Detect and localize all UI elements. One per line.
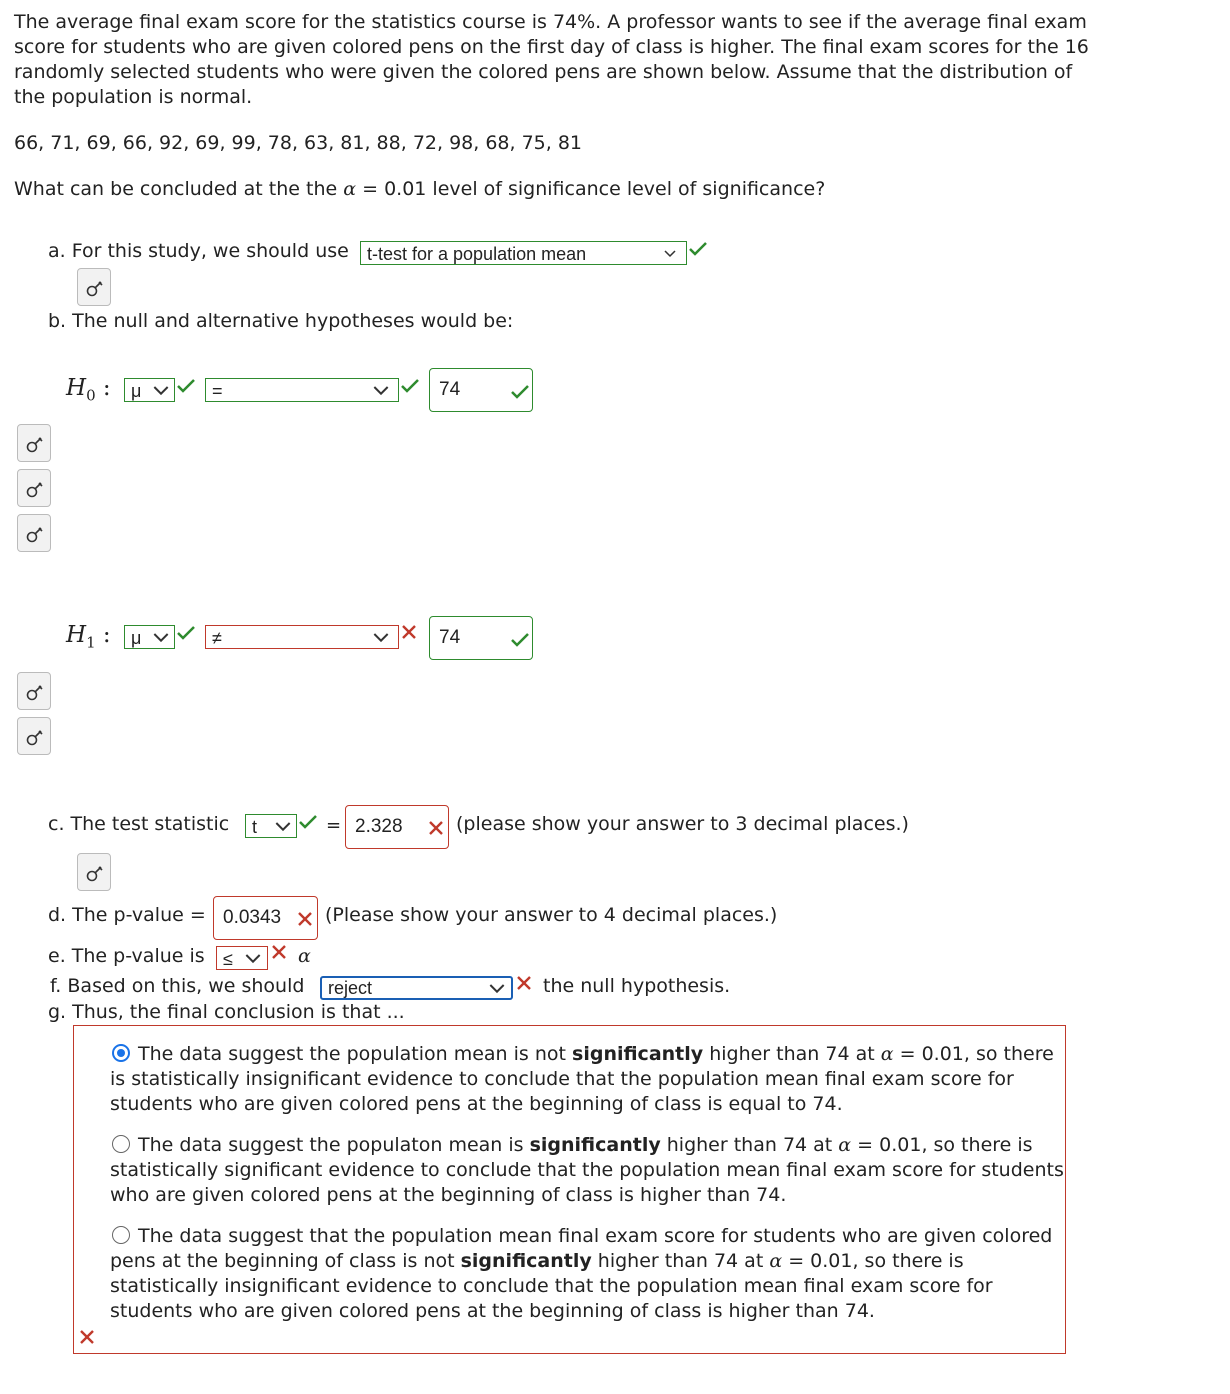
test-statistic-input[interactable]: 2.328	[345, 805, 449, 849]
p-value-input[interactable]: 0.0343	[213, 896, 318, 940]
p-value-comparison-select[interactable]: ≤	[216, 946, 268, 970]
correct-check-icon	[176, 624, 196, 642]
part-d-hint: (Please show your answer to 4 decimal places.)	[325, 904, 778, 926]
chevron-down-icon	[275, 819, 291, 835]
conclusion-option-3: The data suggest that the population mean final exam score for students who are given colored pens at the beginning of class is not significantly higher than 74 at α = 0.01, so there is statistically insignificant evidence to conclude that the population mean final exam score for students who are given colored pens at the beginning of class is higher than 74.	[110, 1225, 1053, 1322]
incorrect-x-icon	[401, 624, 417, 640]
part-e-label: e. The p-value is	[48, 945, 205, 967]
chevron-down-icon	[373, 383, 389, 399]
h0-parameter-select[interactable]: μ	[124, 378, 175, 402]
h1-label: $H_1$ :	[66, 622, 111, 652]
h1-parameter-select[interactable]: μ	[124, 625, 175, 649]
key-icon	[25, 727, 45, 747]
key-hint-button[interactable]	[17, 717, 51, 755]
chevron-down-icon	[664, 246, 676, 262]
incorrect-x-icon	[428, 820, 444, 836]
conclusion-option-2: The data suggest the populaton mean is significantly higher than 74 at α = 0.01, so there is statistically significant evidence to conclude that the population mean final exam score for students who are given colored pens at the beginning of class is higher than 74.	[110, 1134, 1064, 1206]
correct-check-icon	[688, 240, 708, 258]
incorrect-x-icon	[271, 944, 287, 960]
incorrect-x-icon	[297, 911, 313, 927]
h0-operator-select[interactable]: =	[205, 378, 399, 402]
data-values: 66, 71, 69, 66, 92, 69, 99, 78, 63, 81, 88, 72, 98, 68, 75, 81	[14, 132, 583, 154]
key-icon	[25, 682, 45, 702]
correct-check-icon	[510, 383, 530, 401]
decision-select[interactable]: reject	[320, 976, 513, 1000]
question-intro: The average final exam score for the statistics course is 74%. A professor wants to see if the average final exam score for students who are given colored pens on the first day of class is higher. The final exam scores for the 16 randomly selected students who were given the colored pens are shown below. Assume that the distribution of the population is normal.	[14, 11, 1089, 108]
key-hint-button[interactable]	[17, 469, 51, 507]
part-c-hint: (please show your answer to 3 decimal places.)	[456, 813, 909, 835]
chevron-down-icon	[373, 630, 389, 646]
correct-check-icon	[176, 377, 196, 395]
h1-operator-select[interactable]: ≠	[205, 625, 399, 649]
key-hint-button[interactable]	[17, 424, 51, 462]
key-hint-button[interactable]	[77, 268, 111, 306]
alpha-symbol: α	[298, 945, 311, 967]
h0-value-input[interactable]: 74	[429, 368, 533, 412]
key-hint-button[interactable]	[17, 672, 51, 710]
incorrect-x-icon	[516, 975, 532, 991]
incorrect-x-icon	[79, 1329, 95, 1345]
part-f-after: the null hypothesis.	[543, 975, 731, 997]
part-b-label: b. The null and alternative hypotheses would be:	[48, 310, 514, 332]
part-g-label: g. Thus, the final conclusion is that ...	[48, 1001, 405, 1023]
correct-check-icon	[510, 631, 530, 649]
correct-check-icon	[298, 813, 318, 831]
key-icon	[25, 434, 45, 454]
part-d-label: d. The p-value =	[48, 904, 206, 926]
key-icon	[25, 524, 45, 544]
equals-sign: =	[326, 815, 342, 836]
correct-check-icon	[400, 377, 420, 395]
chevron-down-icon	[153, 630, 169, 646]
key-hint-button[interactable]	[17, 514, 51, 552]
chevron-down-icon	[153, 383, 169, 399]
key-hint-button[interactable]	[77, 853, 111, 891]
test-statistic-select[interactable]: t	[245, 814, 297, 838]
key-icon	[85, 278, 105, 298]
part-f-label: f. Based on this, we should	[50, 975, 305, 997]
key-icon	[85, 863, 105, 883]
question-prompt: What can be concluded at the the α = 0.01 level of significance level of significance?	[14, 178, 826, 200]
part-c-label: c. The test statistic	[48, 813, 230, 835]
chevron-down-icon	[489, 981, 505, 997]
h1-value-input[interactable]: 74	[429, 616, 533, 660]
h0-label: $H_0$ :	[66, 375, 111, 405]
test-type-select[interactable]: t-test for a population mean	[360, 241, 687, 265]
chevron-down-icon	[245, 951, 261, 967]
key-icon	[25, 479, 45, 499]
part-a-label: a. For this study, we should use	[48, 240, 349, 262]
conclusion-option-1: The data suggest the population mean is not significantly higher than 74 at α = 0.01, so there is statistically insignificant evidence to conclude that the population mean final exam score for students who are given colored pens at the beginning of class is equal to 74.	[110, 1043, 1054, 1115]
